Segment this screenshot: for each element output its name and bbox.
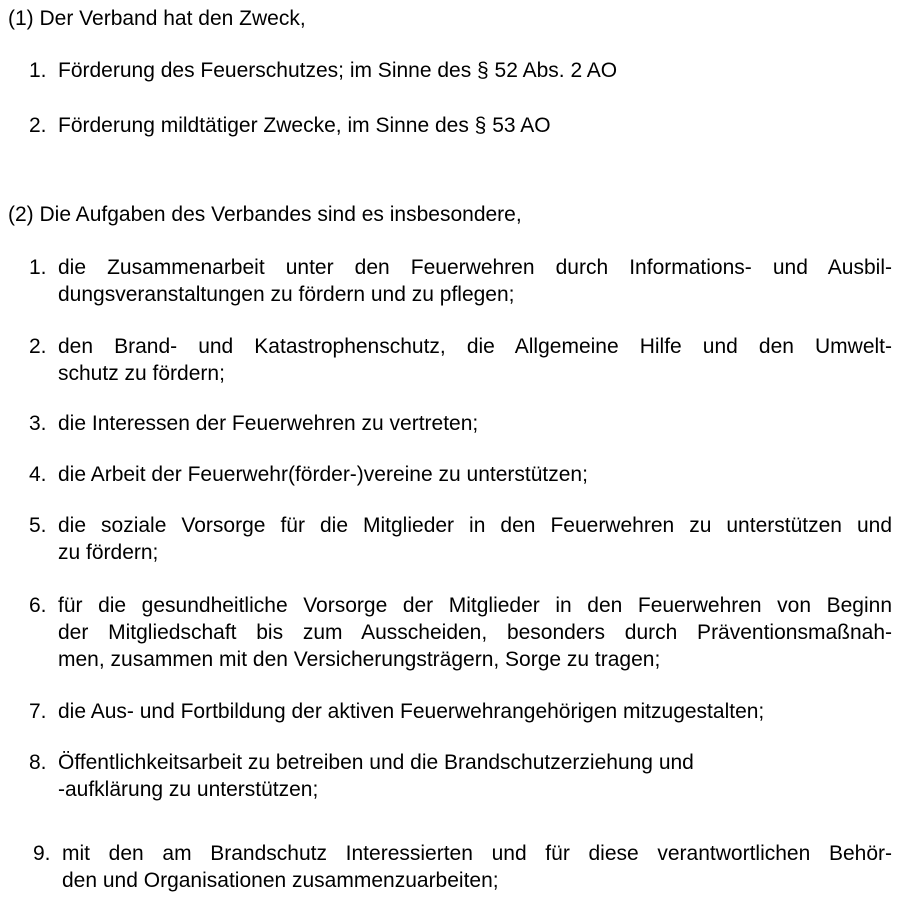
list-number: 9.	[33, 842, 51, 865]
list-item-text: die soziale Vorsorge für die Mitglieder in den Feuerwehren zu unterstützen und	[58, 514, 892, 537]
list-item	[29, 512, 892, 566]
list-number: 1.	[29, 59, 47, 82]
list-number: 4.	[29, 463, 47, 486]
section-1-heading: (1) Der Verband hat den Zweck,	[8, 7, 306, 30]
list-number: 5.	[29, 514, 47, 537]
list-number: 7.	[29, 700, 47, 723]
list-item	[29, 461, 892, 488]
list-item-text: schutz zu fördern;	[58, 362, 225, 385]
list-item-text: Förderung des Feuerschutzes; im Sinne des § 52 Abs. 2 AO	[58, 59, 618, 82]
list-item-text: für die gesundheitliche Vorsorge der Mitglieder in den Feuerwehren von Beginn	[58, 594, 892, 617]
list-item	[29, 410, 892, 437]
list-item-text: den und Organisationen zusammenzuarbeiten;	[62, 869, 499, 892]
list-item-text: die Arbeit der Feuerwehr(förder-)vereine zu unterstützen;	[58, 463, 588, 486]
list-item	[29, 749, 892, 803]
section-2-heading: (2) Die Aufgaben des Verbandes sind es insbesondere,	[8, 203, 522, 226]
list-item-text: mit den am Brandschutz Interessierten und für diese verantwortlichen Behör-	[62, 842, 892, 865]
list-item	[29, 333, 892, 387]
list-number: 8.	[29, 751, 47, 774]
list-item-text: Öffentlichkeitsarbeit zu betreiben und die Brandschutzerziehung und	[58, 751, 694, 774]
list-item	[33, 840, 892, 894]
list-item-text: Förderung mildtätiger Zwecke, im Sinne des § 53 AO	[58, 114, 551, 137]
list-item-text: den Brand- und Katastrophenschutz, die Allgemeine Hilfe und den Umwelt-	[58, 335, 892, 358]
list-item-text: -aufklärung zu unterstützen;	[58, 778, 319, 801]
list-item	[29, 592, 892, 673]
list-number: 1.	[29, 256, 47, 279]
list-item-text: die Interessen der Feuerwehren zu vertreten;	[58, 412, 479, 435]
list-number: 3.	[29, 412, 47, 435]
list-item-text: der Mitgliedschaft bis zum Ausscheiden, besonders durch Präventionsmaßnah-	[58, 621, 892, 644]
list-item-text: dungsveranstaltungen zu fördern und zu pflegen;	[58, 283, 515, 306]
list-item	[29, 57, 892, 84]
list-number: 6.	[29, 594, 47, 617]
list-item	[29, 254, 892, 308]
list-item-text: men, zusammen mit den Versicherungsträgern, Sorge zu tragen;	[58, 648, 661, 671]
list-number: 2.	[29, 335, 47, 358]
list-item-text: die Aus- und Fortbildung der aktiven Feuerwehrangehörigen mitzugestalten;	[58, 700, 765, 723]
list-item-text: die Zusammenarbeit unter den Feuerwehren durch Informations- und Ausbil-	[58, 256, 892, 279]
list-number: 2.	[29, 114, 47, 137]
list-item-text: zu fördern;	[58, 541, 159, 564]
list-item	[29, 698, 892, 725]
list-item	[29, 112, 892, 139]
